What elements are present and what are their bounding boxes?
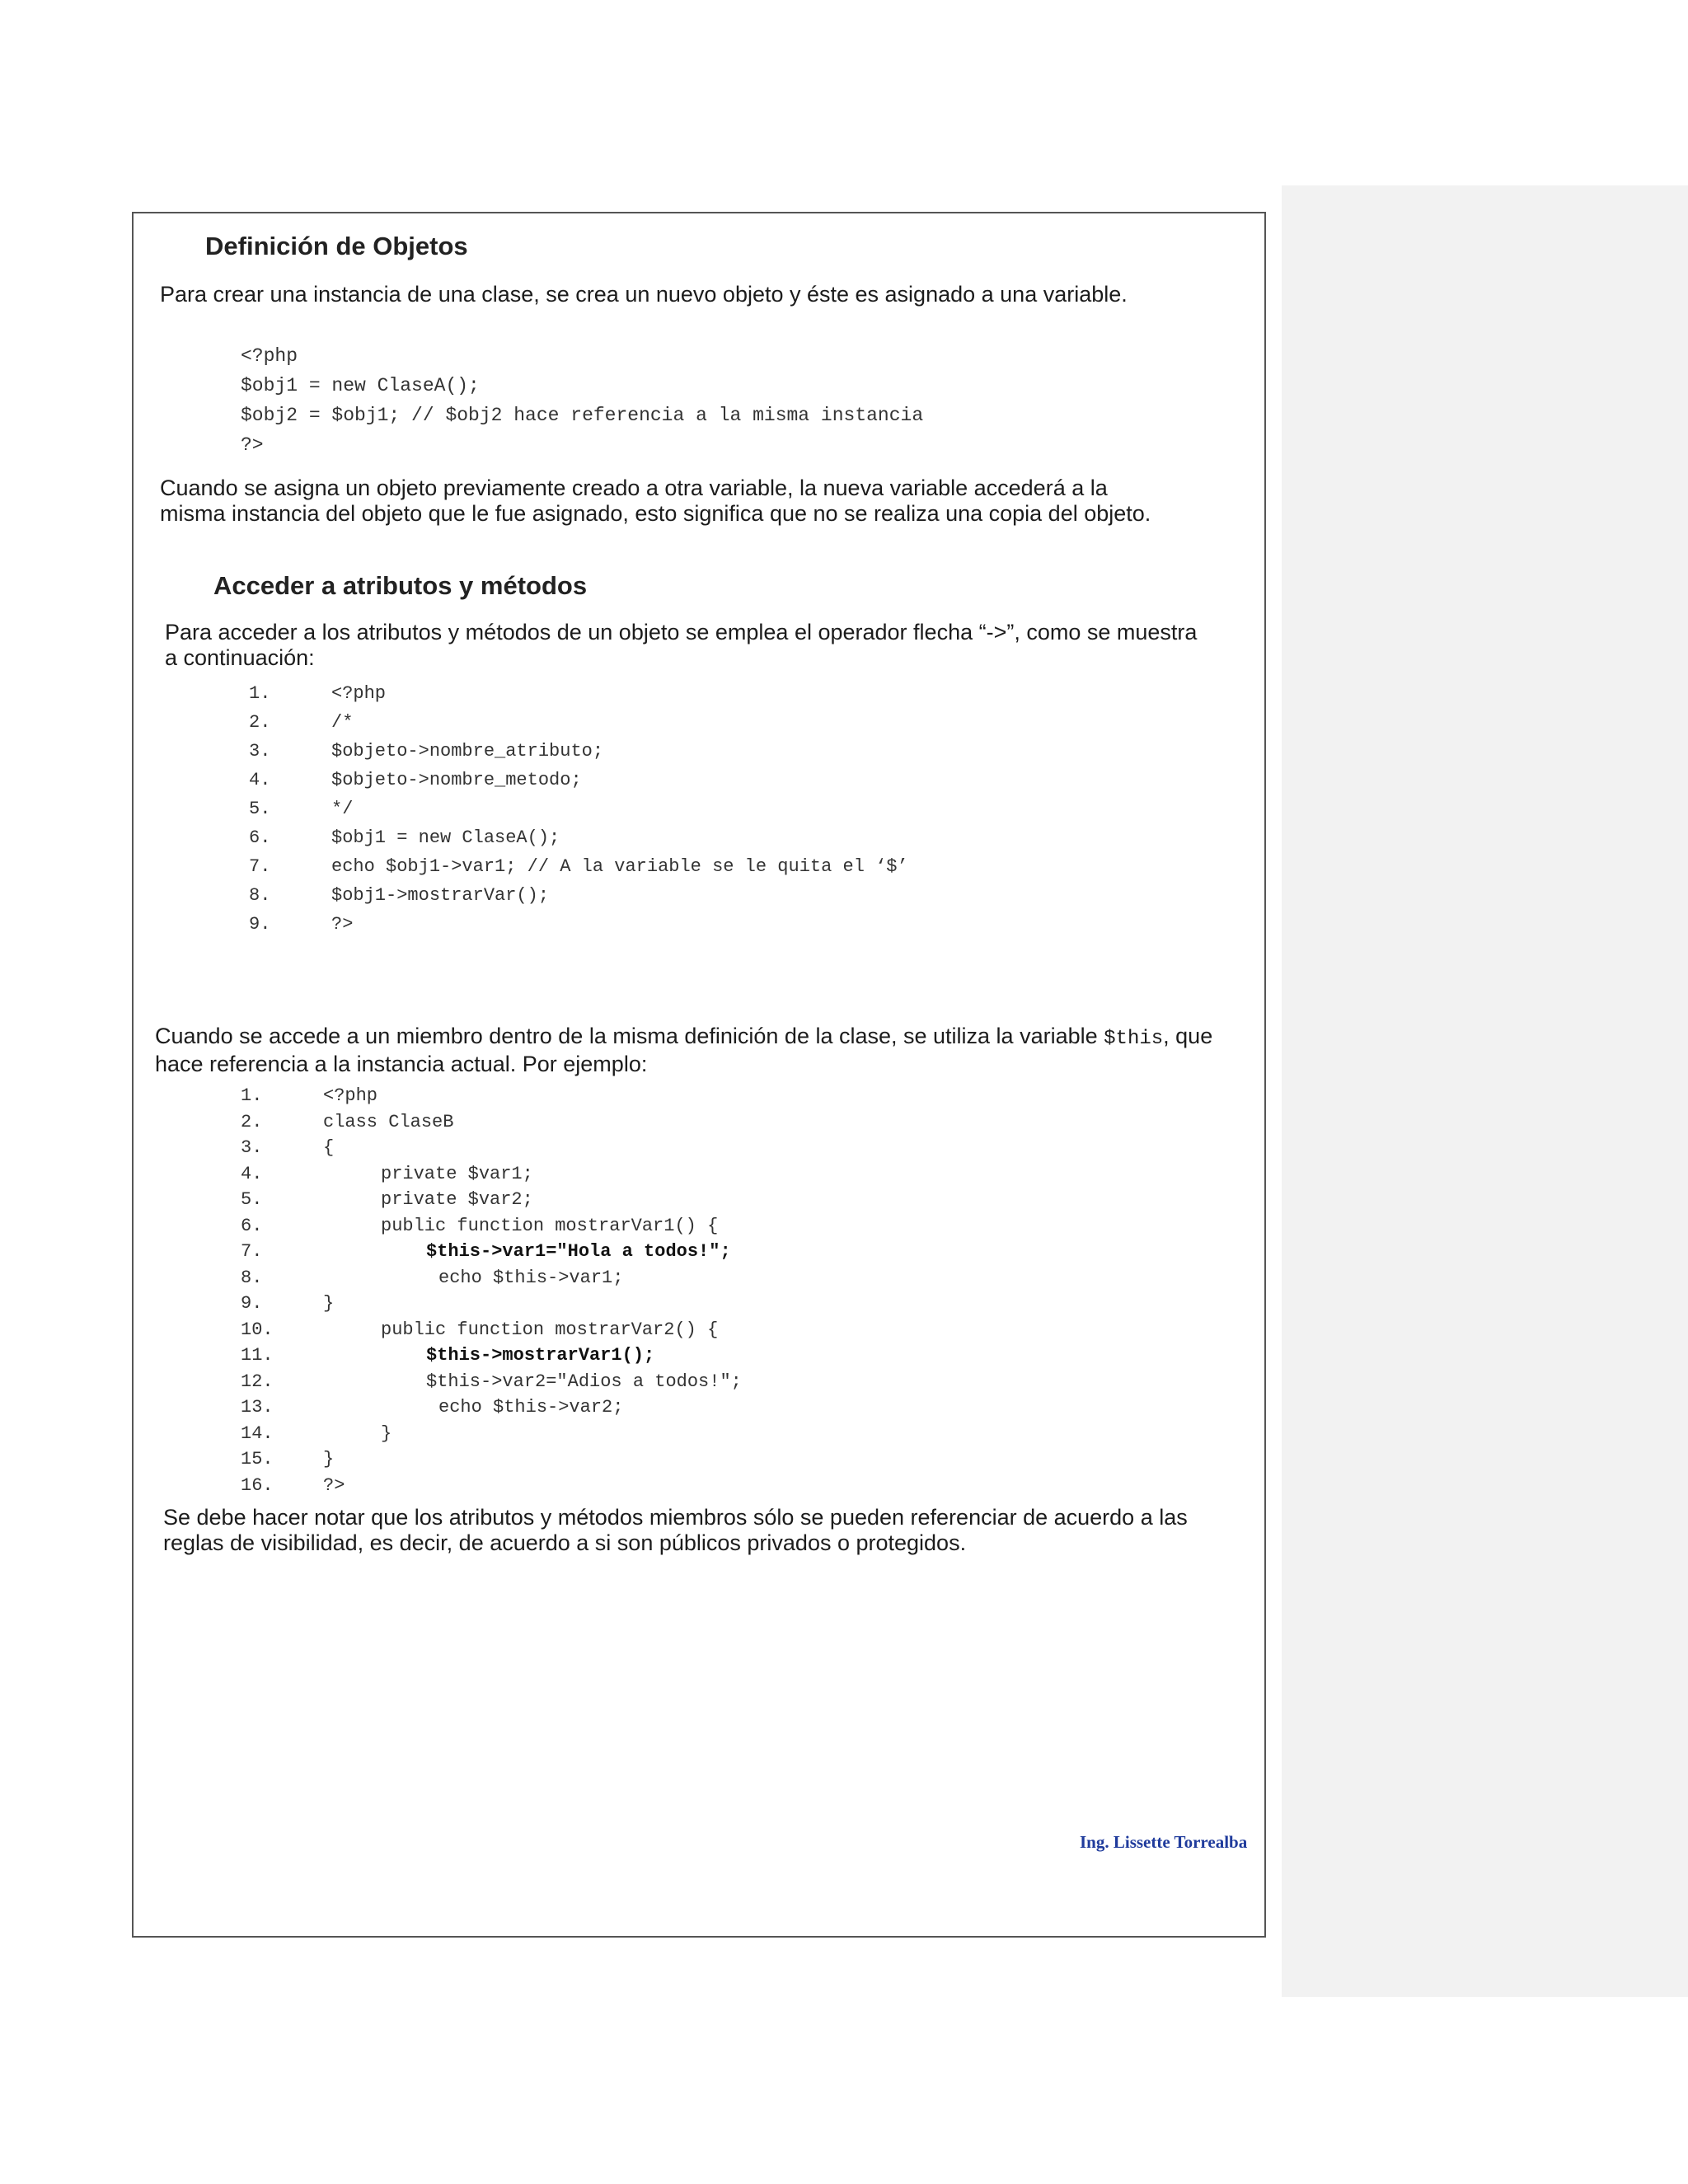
code-line: $this->mostrarVar1();: [426, 1345, 655, 1366]
paragraph-intro-instancia: Para crear una instancia de una clase, se crea un nuevo objeto y éste es asignado a una variable.: [160, 282, 1128, 307]
line-number: 6.: [241, 1216, 263, 1236]
code-line: public function mostrarVar2() {: [381, 1319, 719, 1340]
code-line: <?php: [323, 1085, 378, 1106]
code-line: echo $obj1->var1; // A la variable se le quita el ‘$’: [331, 856, 908, 877]
code-line: private $var2;: [381, 1189, 533, 1210]
line-number: 8.: [241, 1268, 263, 1288]
paragraph-this: [155, 1024, 1218, 1077]
line-number: 2.: [249, 712, 271, 733]
code-line: <?php: [331, 683, 387, 704]
line-number: 14.: [241, 1423, 274, 1444]
line-number: 8.: [249, 885, 271, 906]
line-number: 1.: [241, 1085, 263, 1106]
paragraph-operador-flecha: Para acceder a los atributos y métodos de un objeto se emplea el operador flecha “->”, como se muestra a continuación:: [165, 620, 1198, 670]
line-number: 5.: [241, 1189, 263, 1210]
code-line: <?php: [241, 345, 298, 367]
paragraph-this-start: Cuando se accede a un miembro dentro de la misma definición de la clase, se utiliza la variable: [155, 1024, 1104, 1048]
code-line: $objeto->nombre_atributo;: [331, 741, 604, 762]
line-number: 7.: [241, 1241, 263, 1262]
code-line: class ClaseB: [323, 1112, 454, 1132]
line-number: 13.: [241, 1397, 274, 1418]
code-block-claseb: [241, 1085, 1189, 1497]
code-line: $obj1 = new ClaseA();: [331, 827, 560, 848]
code-line: ?>: [241, 434, 264, 456]
line-number: 7.: [249, 856, 271, 877]
code-line: $this->var1="Hola a todos!";: [426, 1241, 731, 1262]
heading-acceder-atributos: Acceder a atributos y métodos: [213, 571, 588, 600]
line-number: 16.: [241, 1475, 274, 1496]
line-number: 5.: [249, 799, 271, 819]
line-number: 3.: [249, 741, 271, 762]
code-line: $this->var2="Adios a todos!";: [426, 1371, 742, 1392]
code-line: */: [331, 799, 354, 819]
line-number: 9.: [241, 1293, 263, 1314]
paragraph-this-end: , que hace referencia a la instancia actual. Por ejemplo:: [155, 1024, 1213, 1076]
code-line: $obj1 = new ClaseA();: [241, 375, 480, 396]
heading-definicion-objetos: Definición de Objetos: [205, 232, 468, 260]
code-line: ?>: [323, 1475, 345, 1496]
line-number: 4.: [241, 1164, 263, 1184]
code-line: $obj2 = $obj1; // $obj2 hace referencia a la misma instancia: [241, 405, 924, 426]
comment-pane: [1282, 185, 1688, 1997]
line-number: 4.: [249, 770, 271, 790]
code-line: ?>: [331, 914, 354, 935]
line-number: 12.: [241, 1371, 274, 1392]
code-line: /*: [331, 712, 354, 733]
code-line: public function mostrarVar1() {: [381, 1216, 719, 1236]
code-line: echo $this->var1;: [438, 1268, 624, 1288]
line-number: 10.: [241, 1319, 274, 1340]
code-line: {: [323, 1137, 335, 1158]
code-line: }: [323, 1449, 335, 1469]
inline-code-this: $this: [1104, 1028, 1164, 1050]
paragraph-asignacion: Cuando se asigna un objeto previamente creado a otra variable, la nueva variable accederá a la misma instancia del objeto que le fue asignado, esto significa que no se realiza una copia del objeto.: [160, 476, 1151, 526]
code-line: private $var1;: [381, 1164, 533, 1184]
line-number: 2.: [241, 1112, 263, 1132]
document-page: [132, 212, 1266, 1938]
line-number: 9.: [249, 914, 271, 935]
code-line: }: [381, 1423, 392, 1444]
line-number: 11.: [241, 1345, 274, 1366]
line-number: 1.: [249, 683, 271, 704]
line-number: 15.: [241, 1449, 274, 1469]
code-line: $obj1->mostrarVar();: [331, 885, 550, 906]
line-number: 3.: [241, 1137, 263, 1158]
code-line: $objeto->nombre_metodo;: [331, 770, 582, 790]
paragraph-visibilidad: Se debe hacer notar que los atributos y métodos miembros sólo se pueden referenciar de acuerdo a las reglas de visibilidad, es decir, de acuerdo a si son públicos privados o protegidos.: [163, 1505, 1188, 1555]
footer-author: Ing. Lissette Torrealba: [1080, 1832, 1248, 1852]
code-block-acceso: [249, 683, 1156, 935]
line-number: 6.: [249, 827, 271, 848]
code-line: }: [323, 1293, 335, 1314]
code-line: echo $this->var2;: [438, 1397, 624, 1418]
